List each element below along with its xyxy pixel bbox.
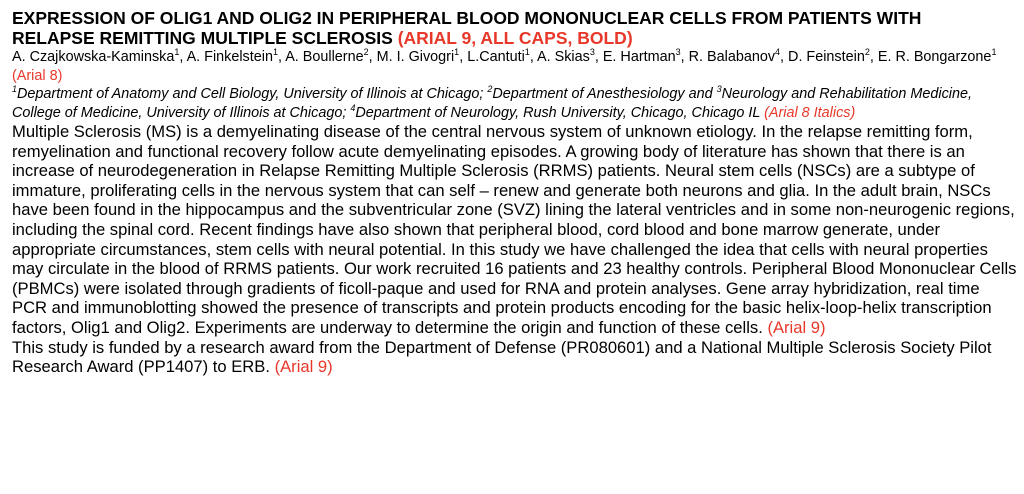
abstract-body	[12, 122, 1017, 338]
funding-format-note: (Arial 9)	[274, 357, 333, 377]
authors-format-note: (Arial 8)	[12, 67, 63, 84]
author-list: A. Czajkowska-Kaminska$^1$, A. Finkelstein$^1$, A. Boullerne$^2$, M. I. Givogri$^1$, L.Cantuti$^1$, A. Skias$^3$, E. Hartman$^3$, R. Balabanov$^4$, D. Feinstein$^2$, E. R. Bongarzone$^1$ (Arial 8)	[12, 47, 997, 84]
author-affiliation-number: 2	[363, 47, 369, 58]
author-affiliation-number: 1	[454, 47, 460, 58]
affiliation-number: 2	[487, 84, 493, 95]
funding-statement	[12, 338, 1017, 377]
author-affiliation-number: 1	[272, 47, 278, 58]
author-affiliation-number: 3	[675, 47, 681, 58]
author-affiliation-number: 1	[991, 47, 997, 58]
affiliation-text: Neurology and Rehabilitation Medicine, College of Medicine, University of Illinois at Chicago;	[12, 86, 973, 121]
author-name: D. Feinstein	[788, 49, 865, 65]
affiliation-text: Department of Neurology, Rush University, Chicago, Chicago IL	[355, 104, 761, 121]
author-name: A. Boullerne	[285, 49, 364, 65]
author-name: R. Balabanov	[688, 49, 776, 65]
affiliation-number: 4	[350, 102, 356, 113]
title-text: EXPRESSION OF OLIG1 AND OLIG2 IN PERIPHERAL BLOOD MONONUCLEAR CELLS FROM PATIENTS WITH RELAPSE REMITTING MULTIPLE SCLEROSIS	[12, 8, 922, 48]
author-name: M. I. Givogri	[376, 49, 455, 65]
affiliation-number: 1	[12, 84, 18, 95]
author-affiliation-number: 4	[775, 47, 781, 58]
author-name: A. Czajkowska-Kaminska	[12, 49, 175, 65]
abstract-format-note: (Arial 9)	[767, 317, 826, 337]
affiliation-text: Department of Anatomy and Cell Biology, University of Illinois at Chicago;	[17, 86, 488, 102]
author-name: E. Hartman	[602, 49, 676, 65]
title-format-note: (ARIAL 9, ALL CAPS, BOLD)	[397, 28, 633, 48]
author-name: A. Skias	[537, 49, 590, 65]
author-affiliation-number: 1	[524, 47, 530, 58]
funding-text: This study is funded by a research award from the Department of Defense (PR080601) and a National Multiple Sclerosis Society Pilot Research Award (PP1407) to ERB.	[12, 337, 992, 377]
author-affiliation-number: 3	[589, 47, 595, 58]
author-name: A. Finkelstein	[186, 49, 273, 65]
author-affiliation-number: 2	[864, 47, 870, 58]
affiliations-format-note: (Arial 8 Italics)	[764, 104, 856, 121]
affiliation-number: 3	[716, 84, 722, 95]
affiliation-list	[12, 85, 1012, 122]
author-name: E. R. Bongarzone	[877, 49, 992, 65]
affiliation-text: Department of Anesthesiology and	[492, 86, 717, 102]
abstract-text: Multiple Sclerosis (MS) is a demyelinating disease of the central nervous system of unknown etiology. In the relapse remitting form, remyelination and functional recovery follow acute demyelinating episodes. A growing body of literature has shown that there is an increase of neurodegeneration in Relapse Remitting Multiple Sclerosis (RRMS) patients. Neural stem cells (NSCs) are a subtype of immature, proliferating cells in the nervous system that can self – renew and generate both neurons and glia. In the adult brain, NSCs have been found in the hippocampus and the subventricular zone (SVZ) lining the lateral ventricles and in some non-neurogenic regions, including the spinal cord. Recent findings have also shown that peripheral blood, cord blood and bone marrow generate, under appropriate circumstances, stem cells with neural potential. In this study we have challenged the idea that cells with neural properties may circulate in the blood of RRMS patients. Our work recruited 16 patients and 23 healthy controls. Peripheral Blood Mononuclear Cells (PBMCs) were isolated through gradients of ficoll-paque and used for RNA and protein analyses. Gene array hybridization, real time PCR and immunoblotting showed the presence of transcripts and protein products encoding for the basic helix-loop-helix transcription factors, Olig1 and Olig2. Experiments are underway to determine the origin and function of these cells.	[12, 122, 1017, 337]
abstract-title	[12, 8, 1002, 48]
author-name: L.Cantuti	[467, 49, 525, 65]
author-affiliation-number: 1	[174, 47, 180, 58]
